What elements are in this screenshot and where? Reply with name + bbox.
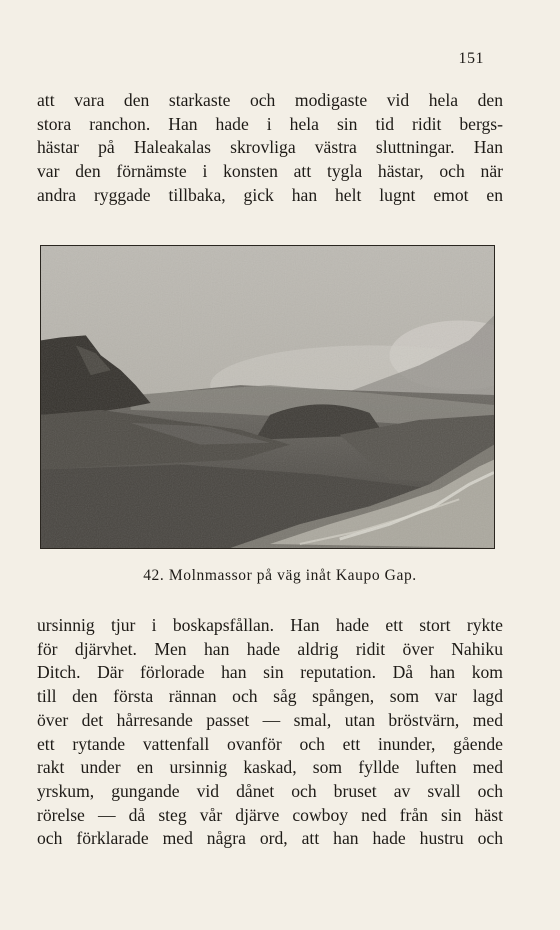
- bottom-paragraph: [37, 614, 503, 851]
- top-paragraph: [37, 89, 503, 208]
- text-line: ett rytande vattenfall ovanför och ett inunder, gående: [37, 733, 503, 754]
- landscape-photograph: [40, 245, 495, 549]
- text-line: ursinnig tjur i boskapsfållan. Han hade ett stort rykte: [37, 615, 503, 635]
- text-line: över det hårresande passet — smal, utan bröstvärn, med: [37, 709, 503, 730]
- text-line: Ditch. Där förlorade han sin reputation. Då han kom: [37, 662, 503, 683]
- text-line: att vara den starkaste och modigaste vid hela den: [37, 90, 503, 110]
- page-number: 151: [458, 50, 484, 67]
- text-line: yrskum, gungande vid dånet och bruset av svall och: [37, 780, 503, 801]
- text-line: rakt under en ursinnig kaskad, som fyllde luften med: [37, 757, 503, 778]
- photo-illustration: [41, 246, 494, 548]
- text-line: andra ryggade tillbaka, gick han helt lugnt emot en: [37, 184, 503, 205]
- text-line: för djärvhet. Men han hade aldrig ridit över Nahiku: [37, 638, 503, 659]
- text-line: till den första rännan och såg spången, som var lagd: [37, 686, 503, 707]
- text-line: var den förnämste i konsten att tygla hästar, och när: [37, 161, 503, 182]
- text-line: hästar på Haleakalas skrovliga västra sluttningar. Han: [37, 137, 503, 158]
- text-line: rörelse — då steg vår djärve cowboy ned från sin häst: [37, 804, 503, 825]
- text-line: stora ranchon. Han hade i hela sin tid ridit bergs-: [37, 113, 503, 134]
- text-line: och förklarade med några ord, att han hade hustru och: [37, 828, 503, 849]
- figure-caption: 42. Molnmassor på väg inåt Kaupo Gap.: [143, 567, 417, 584]
